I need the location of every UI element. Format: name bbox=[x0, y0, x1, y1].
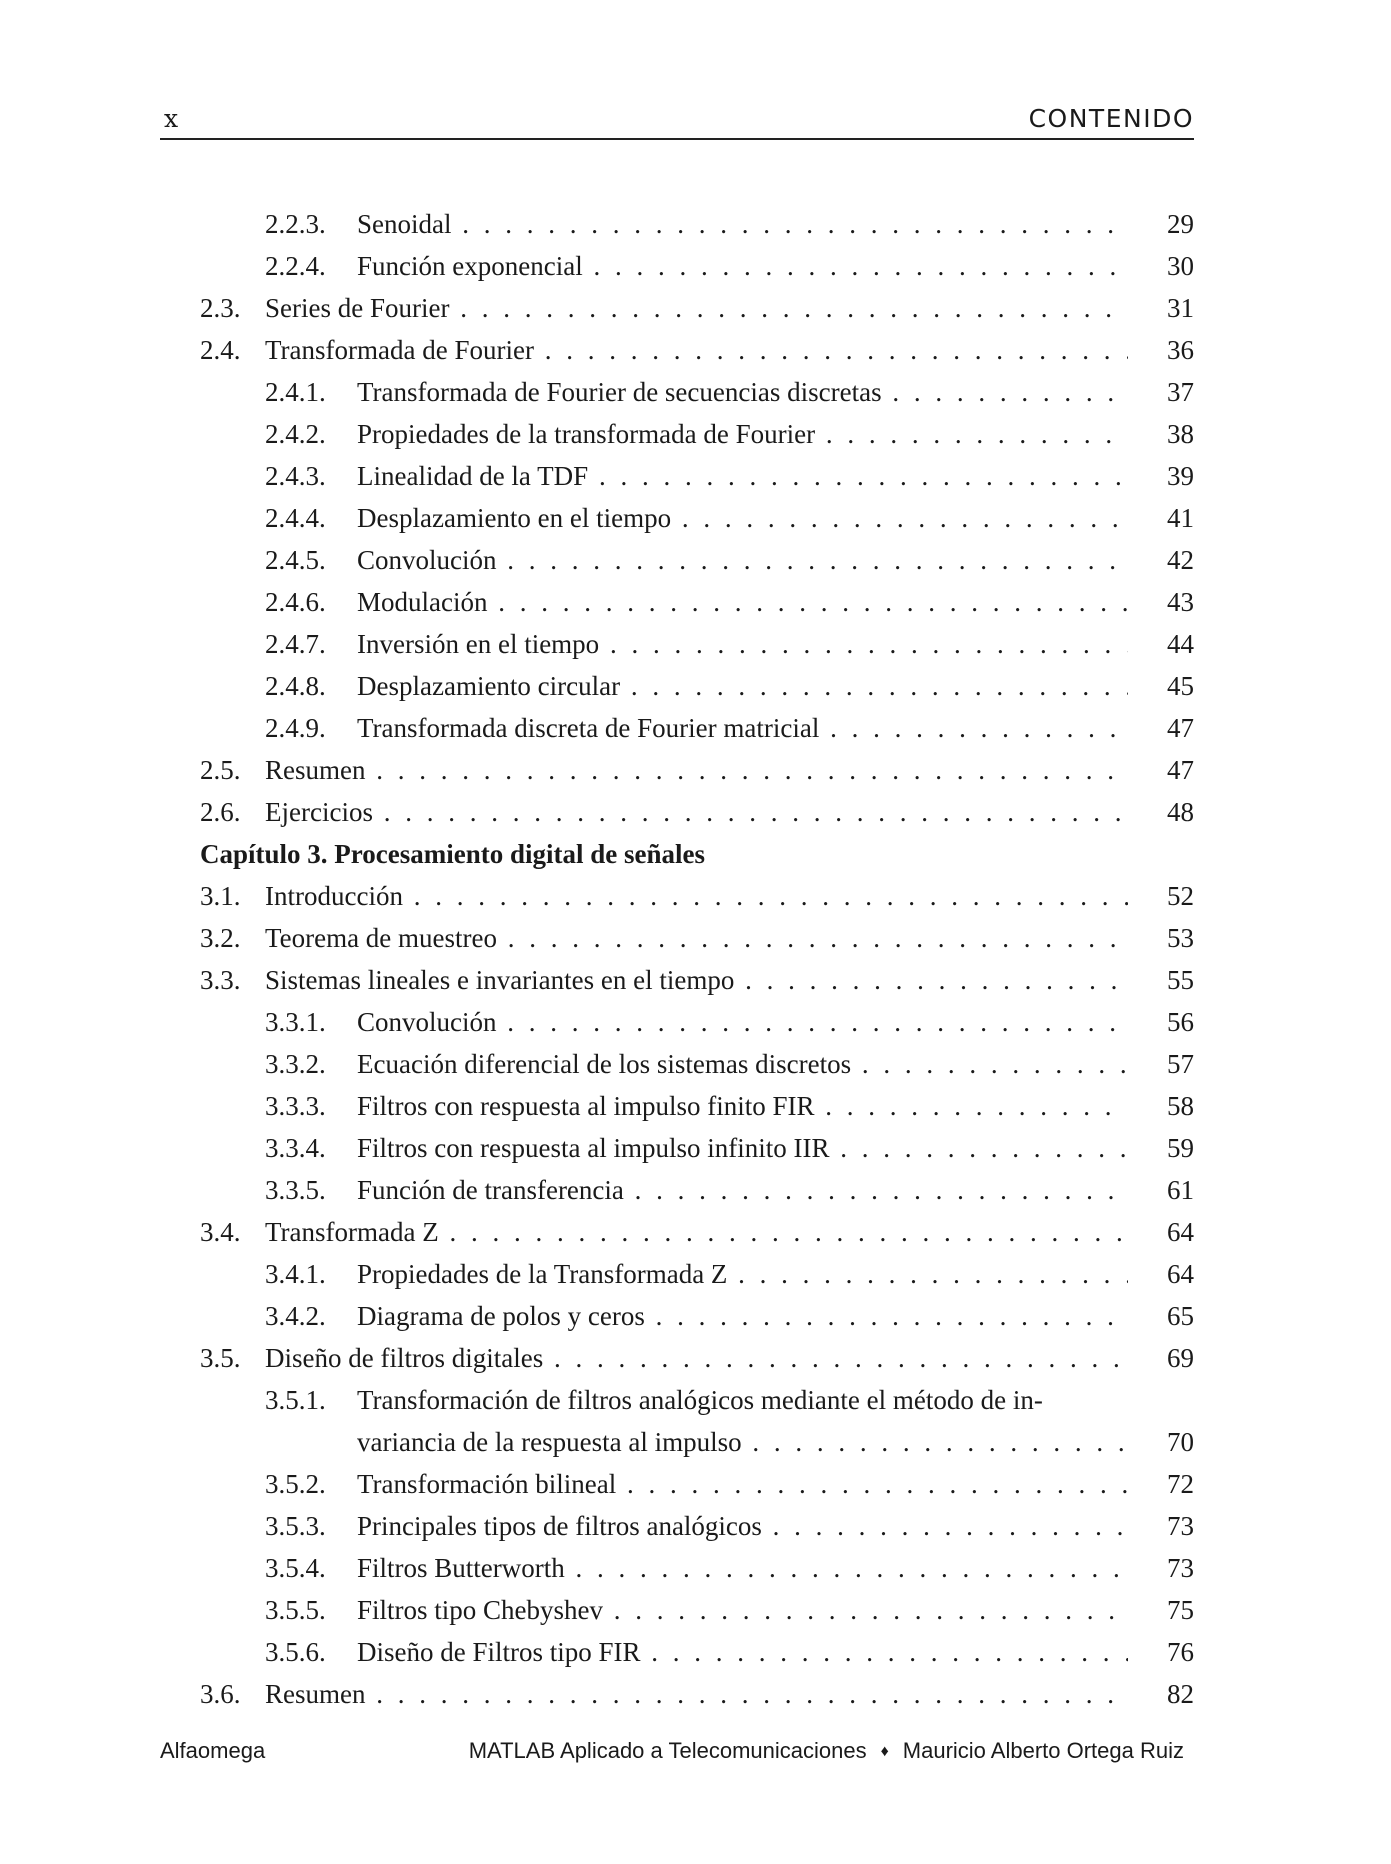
toc-entry-title: Transformación bilineal . . . bbox=[357, 1463, 1134, 1505]
toc-entry-page: 48 bbox=[1128, 791, 1194, 833]
toc-section-entry bbox=[200, 1673, 1194, 1715]
toc-entry-page: 39 bbox=[1128, 455, 1194, 497]
toc-entry-page: 64 bbox=[1128, 1211, 1194, 1253]
toc-entry-page: 30 bbox=[1128, 245, 1194, 287]
toc-subsection-entry bbox=[200, 1295, 1194, 1337]
toc-entry-number: 3.1. bbox=[200, 881, 241, 911]
toc-entry-number: 3.3.5. bbox=[265, 1175, 326, 1205]
toc-entry-title: Inversión en el tiempo . . . bbox=[357, 623, 1134, 665]
toc-subsection-entry bbox=[200, 413, 1194, 455]
toc-entry-page: 55 bbox=[1128, 959, 1194, 1001]
toc-entry-title: Convolución . . . bbox=[357, 1001, 1134, 1043]
toc-entry-number: 2.4.7. bbox=[265, 629, 326, 659]
toc-section-entry bbox=[200, 1337, 1194, 1379]
toc-subsection-entry bbox=[200, 203, 1194, 245]
toc-entry-title: Senoidal . . . bbox=[357, 203, 1134, 245]
toc-entry-number: 2.4. bbox=[200, 335, 241, 365]
toc-entry-page: 44 bbox=[1128, 623, 1194, 665]
toc-chapter-heading: Capítulo 3. Procesamiento digital de señales bbox=[200, 839, 705, 869]
toc-subsection-entry bbox=[200, 581, 1194, 623]
page-number-roman: x bbox=[164, 104, 179, 133]
toc-entry-page: 82 bbox=[1128, 1673, 1194, 1715]
toc-entry-number: 2.4.6. bbox=[265, 587, 326, 617]
toc-entry-page: 69 bbox=[1128, 1337, 1194, 1379]
toc-section-entry bbox=[200, 959, 1194, 1001]
toc-section-entry bbox=[200, 1211, 1194, 1253]
toc-entry-title: Transformada de Fourier . . . bbox=[265, 329, 1134, 371]
toc-subsection-entry bbox=[200, 1589, 1194, 1631]
toc-entry-title: Filtros con respuesta al impulso finito FIR . . . bbox=[357, 1085, 1134, 1127]
toc-entry-number: 3.2. bbox=[200, 923, 241, 953]
toc-subsection-entry bbox=[200, 623, 1194, 665]
toc-entry-number: 2.2.4. bbox=[265, 251, 326, 281]
toc-subsection-entry bbox=[200, 1547, 1194, 1589]
toc-entry-number: 3.3.1. bbox=[265, 1007, 326, 1037]
toc-subsection-entry bbox=[200, 1505, 1194, 1547]
toc-entry-title: Diseño de Filtros tipo FIR . . . bbox=[357, 1631, 1134, 1673]
toc-entry-number: 3.3.2. bbox=[265, 1049, 326, 1079]
toc-subsection-entry bbox=[200, 1463, 1194, 1505]
toc-entry-page: 41 bbox=[1128, 497, 1194, 539]
toc-entry-page: 43 bbox=[1128, 581, 1194, 623]
toc-entry-title: Transformada discreta de Fourier matricial . . . bbox=[357, 707, 1134, 749]
toc-entry-number: 3.6. bbox=[200, 1679, 241, 1709]
toc-entry-title: Modulación . . . bbox=[357, 581, 1134, 623]
toc-entry-page: 72 bbox=[1128, 1463, 1194, 1505]
toc-entry-page: 45 bbox=[1128, 665, 1194, 707]
toc-entry-number: 3.5.5. bbox=[265, 1595, 326, 1625]
toc-entry-number: 2.4.9. bbox=[265, 713, 326, 743]
toc-entry-title: Función de transferencia . . . bbox=[357, 1169, 1134, 1211]
toc-entry-number: 3.5. bbox=[200, 1343, 241, 1373]
toc-entry-page: 64 bbox=[1128, 1253, 1194, 1295]
toc-subsection-entry bbox=[200, 1253, 1194, 1295]
toc-section-entry bbox=[200, 749, 1194, 791]
toc-entry-number: 3.4.2. bbox=[265, 1301, 326, 1331]
toc-entry-title: Diagrama de polos y ceros . . . bbox=[357, 1295, 1134, 1337]
toc-section-entry bbox=[200, 917, 1194, 959]
toc-entry-title: Desplazamiento circular . . . bbox=[357, 665, 1134, 707]
toc-entry-number: 3.5.3. bbox=[265, 1511, 326, 1541]
table-of-contents bbox=[200, 203, 1194, 1715]
toc-entry-page: 56 bbox=[1128, 1001, 1194, 1043]
toc-entry-page: 73 bbox=[1128, 1547, 1194, 1589]
toc-entry-title: Propiedades de la transformada de Fourier . . . bbox=[357, 413, 1134, 455]
toc-entry-number: 2.4.4. bbox=[265, 503, 326, 533]
toc-subsection-entry bbox=[200, 1001, 1194, 1043]
toc-subsection-entry bbox=[200, 1631, 1194, 1673]
toc-subsection-entry bbox=[200, 245, 1194, 287]
toc-subsection-entry bbox=[200, 707, 1194, 749]
toc-section-entry bbox=[200, 791, 1194, 833]
toc-entry-page: 37 bbox=[1128, 371, 1194, 413]
toc-entry-number: 2.5. bbox=[200, 755, 241, 785]
toc-entry-title: Filtros Butterworth . . . bbox=[357, 1547, 1134, 1589]
toc-section-entry bbox=[200, 875, 1194, 917]
toc-entry-title: Transformada de Fourier de secuencias discretas . . . bbox=[357, 371, 1134, 413]
toc-subsection-entry bbox=[200, 1085, 1194, 1127]
footer-book-title: MATLAB Aplicado a Telecomunicaciones bbox=[468, 1738, 867, 1763]
toc-entry-number: 2.4.3. bbox=[265, 461, 326, 491]
toc-entry-page: 29 bbox=[1128, 203, 1194, 245]
toc-entry-number: 3.3. bbox=[200, 965, 241, 995]
toc-entry-title: Filtros con respuesta al impulso infinito IIR . . . bbox=[357, 1127, 1134, 1169]
toc-entry-number: 2.4.2. bbox=[265, 419, 326, 449]
running-head: CONTENIDO bbox=[1028, 104, 1194, 133]
toc-entry-page: 52 bbox=[1128, 875, 1194, 917]
toc-entry-number: 3.4.1. bbox=[265, 1259, 326, 1289]
toc-subsection-entry bbox=[200, 539, 1194, 581]
toc-section-entry bbox=[200, 329, 1194, 371]
toc-entry-title-line1: Transformación de filtros analógicos mediante el método de in- bbox=[357, 1385, 1043, 1415]
toc-entry-title: Linealidad de la TDF . . . bbox=[357, 455, 1134, 497]
toc-subsection-entry bbox=[200, 371, 1194, 413]
toc-entry-title: Desplazamiento en el tiempo . . . bbox=[357, 497, 1134, 539]
toc-entry-number: 3.4. bbox=[200, 1217, 241, 1247]
toc-entry-page: 38 bbox=[1128, 413, 1194, 455]
toc-subsection-entry bbox=[200, 1127, 1194, 1169]
toc-entry-page: 47 bbox=[1128, 749, 1194, 791]
toc-entry-number: 3.5.4. bbox=[265, 1553, 326, 1583]
toc-entry-page: 31 bbox=[1128, 287, 1194, 329]
toc-entry-number: 2.3. bbox=[200, 293, 241, 323]
toc-entry-title: Transformada Z . . . bbox=[265, 1211, 1134, 1253]
toc-subsection-entry bbox=[200, 1043, 1194, 1085]
toc-entry-number: 2.4.5. bbox=[265, 545, 326, 575]
diamond-separator-icon: ♦ bbox=[880, 1743, 889, 1760]
toc-entry-number: 2.6. bbox=[200, 797, 241, 827]
toc-entry-title: Teorema de muestreo . . . bbox=[265, 917, 1134, 959]
toc-entry-number: 2.4.1. bbox=[265, 377, 326, 407]
toc-entry-page: 70 bbox=[1128, 1421, 1194, 1463]
toc-entry-page: 76 bbox=[1128, 1631, 1194, 1673]
toc-entry-page: 47 bbox=[1128, 707, 1194, 749]
toc-entry-page: 75 bbox=[1128, 1589, 1194, 1631]
toc-entry-title: Propiedades de la Transformada Z . . . bbox=[357, 1253, 1134, 1295]
toc-entry-page: 59 bbox=[1128, 1127, 1194, 1169]
toc-entry-page: 57 bbox=[1128, 1043, 1194, 1085]
toc-entry-number: 3.5.2. bbox=[265, 1469, 326, 1499]
toc-entry-page: 58 bbox=[1128, 1085, 1194, 1127]
toc-entry-number: 3.5.6. bbox=[265, 1637, 326, 1667]
toc-entry-title: Ecuación diferencial de los sistemas discretos . . . bbox=[357, 1043, 1134, 1085]
toc-entry-title: Convolución . . . bbox=[357, 539, 1134, 581]
toc-subsection-entry bbox=[200, 665, 1194, 707]
toc-entry-page: 36 bbox=[1128, 329, 1194, 371]
toc-entry-title: Sistemas lineales e invariantes en el tiempo . . . bbox=[265, 959, 1134, 1001]
toc-entry-title: Función exponencial . . . bbox=[357, 245, 1134, 287]
page-header bbox=[160, 100, 1194, 140]
toc-entry-title: Ejercicios . . . bbox=[265, 791, 1134, 833]
toc-entry-title: Resumen . . . bbox=[265, 1673, 1134, 1715]
toc-entry-title: variancia de la respuesta al impulso . . . bbox=[357, 1421, 1134, 1463]
toc-entry-number: 3.3.3. bbox=[265, 1091, 326, 1121]
footer-publisher: Alfaomega bbox=[160, 1738, 266, 1763]
toc-entry-number: 3.3.4. bbox=[265, 1133, 326, 1163]
toc-entry-number: 2.4.8. bbox=[265, 671, 326, 701]
toc-subsection-entry bbox=[200, 497, 1194, 539]
toc-entry-number: 2.2.3. bbox=[265, 209, 326, 239]
toc-entry-title: Introducción . . . bbox=[265, 875, 1134, 917]
toc-entry-title: Resumen . . . bbox=[265, 749, 1134, 791]
footer-author: Mauricio Alberto Ortega Ruiz bbox=[902, 1738, 1184, 1763]
toc-entry-title: Series de Fourier . . . bbox=[265, 287, 1134, 329]
toc-entry-page: 53 bbox=[1128, 917, 1194, 959]
toc-entry-page: 61 bbox=[1128, 1169, 1194, 1211]
toc-entry-number: 3.5.1. bbox=[265, 1385, 326, 1415]
toc-subsection-entry bbox=[200, 455, 1194, 497]
toc-entry-page: 73 bbox=[1128, 1505, 1194, 1547]
toc-subsection-entry bbox=[200, 1379, 1194, 1463]
toc-entry-page: 42 bbox=[1128, 539, 1194, 581]
toc-section-entry bbox=[200, 287, 1194, 329]
footer-book-info bbox=[469, 1738, 1184, 1764]
toc-entry-page: 65 bbox=[1128, 1295, 1194, 1337]
toc-subsection-entry bbox=[200, 1169, 1194, 1211]
toc-entry-title: Principales tipos de filtros analógicos . . . bbox=[357, 1505, 1134, 1547]
toc-entry-title: Diseño de filtros digitales . . . bbox=[265, 1337, 1134, 1379]
toc-entry-title: Filtros tipo Chebyshev . . . bbox=[357, 1589, 1134, 1631]
